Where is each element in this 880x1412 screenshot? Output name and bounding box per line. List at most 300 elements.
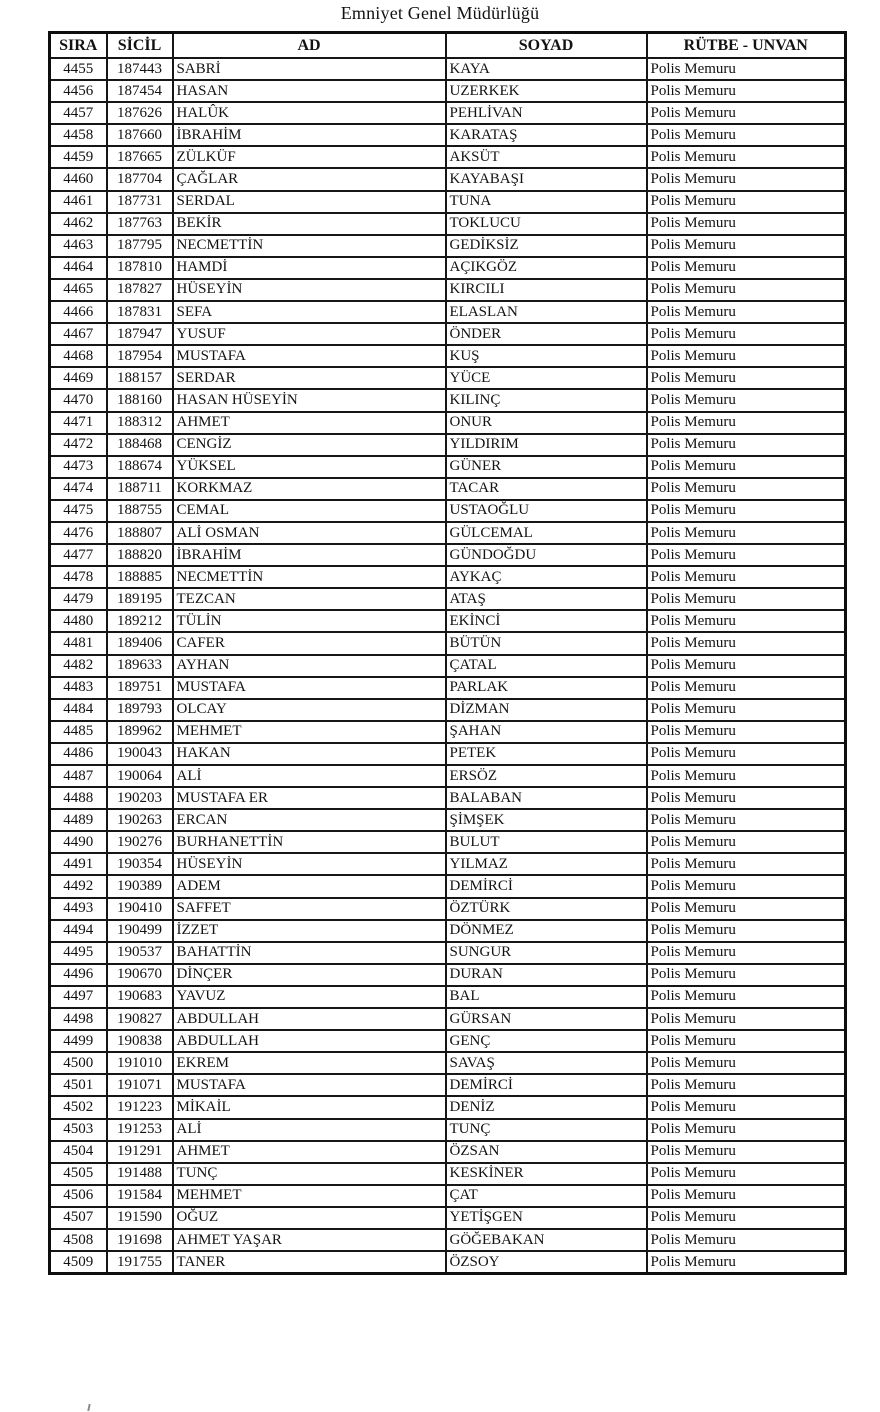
cell-rutbe: Polis Memuru [647,1074,846,1096]
cell-sira: 4506 [50,1185,107,1207]
cell-rutbe: Polis Memuru [647,1096,846,1118]
cell-ad: YÜKSEL [173,456,446,478]
cell-rutbe: Polis Memuru [647,632,846,654]
cell-sicil: 191755 [107,1251,173,1274]
cell-sicil: 189633 [107,655,173,677]
cell-sira: 4488 [50,787,107,809]
cell-soyad: ÖNDER [446,323,647,345]
cell-sicil: 187831 [107,301,173,323]
header-sicil: SİCİL [107,33,173,59]
cell-sira: 4483 [50,677,107,699]
cell-sicil: 190670 [107,964,173,986]
cell-soyad: DEMİRCİ [446,1074,647,1096]
cell-rutbe: Polis Memuru [647,367,846,389]
table-row [50,853,846,875]
cell-ad: SERDAL [173,191,446,213]
page-title: Emniyet Genel Müdürlüğü [340,3,540,23]
cell-rutbe: Polis Memuru [647,146,846,168]
cell-sicil: 188674 [107,456,173,478]
cell-sicil: 190838 [107,1030,173,1052]
cell-sicil: 191584 [107,1185,173,1207]
cell-sira: 4495 [50,942,107,964]
table-row [50,1163,846,1185]
cell-soyad: AÇIKGÖZ [446,257,647,279]
cell-soyad: PARLAK [446,677,647,699]
cell-ad: HAKAN [173,743,446,765]
cell-soyad: DURAN [446,964,647,986]
table-row [50,80,846,102]
cell-sira: 4502 [50,1096,107,1118]
cell-sicil: 188160 [107,389,173,411]
cell-rutbe: Polis Memuru [647,875,846,897]
cell-sira: 4486 [50,743,107,765]
cell-rutbe: Polis Memuru [647,1251,846,1274]
header-soyad: SOYAD [446,33,647,59]
cell-soyad: GÖĞEBAKAN [446,1229,647,1251]
cell-soyad: GÜLCEMAL [446,522,647,544]
cell-ad: MEHMET [173,721,446,743]
table-row [50,588,846,610]
table-row [50,787,846,809]
cell-sira: 4459 [50,146,107,168]
table-row [50,58,846,80]
cell-rutbe: Polis Memuru [647,323,846,345]
cell-sicil: 189793 [107,699,173,721]
table-row [50,1251,846,1274]
cell-ad: NECMETTİN [173,566,446,588]
table-row [50,168,846,190]
scan-artifact [87,1404,90,1411]
cell-soyad: AYKAÇ [446,566,647,588]
cell-ad: ERCAN [173,809,446,831]
table-row [50,412,846,434]
cell-soyad: ERSÖZ [446,765,647,787]
cell-ad: YUSUF [173,323,446,345]
cell-soyad: PETEK [446,743,647,765]
cell-rutbe: Polis Memuru [647,544,846,566]
table-row [50,875,846,897]
cell-ad: ALİ OSMAN [173,522,446,544]
cell-sira: 4482 [50,655,107,677]
cell-soyad: DÖNMEZ [446,920,647,942]
table-row [50,765,846,787]
cell-sicil: 188157 [107,367,173,389]
cell-soyad: USTAOĞLU [446,500,647,522]
cell-sicil: 188755 [107,500,173,522]
cell-soyad: KILINÇ [446,389,647,411]
cell-ad: CEMAL [173,500,446,522]
cell-sira: 4499 [50,1030,107,1052]
cell-sira: 4475 [50,500,107,522]
cell-ad: AHMET YAŞAR [173,1229,446,1251]
cell-rutbe: Polis Memuru [647,809,846,831]
cell-soyad: BALABAN [446,787,647,809]
table-row [50,257,846,279]
cell-ad: HAMDİ [173,257,446,279]
table-row [50,323,846,345]
cell-sicil: 190683 [107,986,173,1008]
cell-sira: 4489 [50,809,107,831]
cell-rutbe: Polis Memuru [647,1052,846,1074]
cell-soyad: EKİNCİ [446,610,647,632]
cell-sicil: 187954 [107,345,173,367]
cell-sira: 4481 [50,632,107,654]
cell-sira: 4487 [50,765,107,787]
cell-rutbe: Polis Memuru [647,588,846,610]
cell-ad: HÜSEYİN [173,853,446,875]
cell-sira: 4505 [50,1163,107,1185]
cell-soyad: ÖZSOY [446,1251,647,1274]
cell-rutbe: Polis Memuru [647,301,846,323]
table-row [50,102,846,124]
cell-sicil: 187660 [107,124,173,146]
cell-sicil: 190354 [107,853,173,875]
cell-rutbe: Polis Memuru [647,765,846,787]
cell-sira: 4474 [50,478,107,500]
cell-ad: HALÛK [173,102,446,124]
header-row [50,33,846,59]
header-sira: SIRA [50,33,107,59]
cell-soyad: BAL [446,986,647,1008]
cell-sicil: 187454 [107,80,173,102]
table-row [50,1052,846,1074]
cell-ad: SEFA [173,301,446,323]
cell-rutbe: Polis Memuru [647,1207,846,1229]
cell-sicil: 187795 [107,235,173,257]
cell-sicil: 187704 [107,168,173,190]
cell-sicil: 191010 [107,1052,173,1074]
cell-soyad: ÇATAL [446,655,647,677]
table-row [50,345,846,367]
cell-sira: 4493 [50,898,107,920]
cell-sira: 4479 [50,588,107,610]
cell-sicil: 189195 [107,588,173,610]
cell-rutbe: Polis Memuru [647,1163,846,1185]
cell-rutbe: Polis Memuru [647,1030,846,1052]
cell-rutbe: Polis Memuru [647,456,846,478]
table-row [50,1207,846,1229]
cell-rutbe: Polis Memuru [647,478,846,500]
cell-rutbe: Polis Memuru [647,787,846,809]
cell-sicil: 187626 [107,102,173,124]
cell-sira: 4472 [50,434,107,456]
table-row [50,610,846,632]
cell-rutbe: Polis Memuru [647,566,846,588]
cell-sicil: 187947 [107,323,173,345]
cell-sicil: 191291 [107,1141,173,1163]
cell-rutbe: Polis Memuru [647,1185,846,1207]
cell-soyad: ŞAHAN [446,721,647,743]
cell-ad: HASAN [173,80,446,102]
cell-sicil: 187665 [107,146,173,168]
cell-ad: MUSTAFA [173,1074,446,1096]
cell-sira: 4463 [50,235,107,257]
cell-sira: 4500 [50,1052,107,1074]
cell-sicil: 188711 [107,478,173,500]
cell-ad: TÜLİN [173,610,446,632]
cell-sira: 4476 [50,522,107,544]
cell-rutbe: Polis Memuru [647,655,846,677]
cell-ad: MEHMET [173,1185,446,1207]
cell-sira: 4509 [50,1251,107,1274]
cell-sira: 4490 [50,831,107,853]
cell-ad: HÜSEYİN [173,279,446,301]
cell-sira: 4465 [50,279,107,301]
table-row [50,301,846,323]
cell-ad: ALİ [173,765,446,787]
table-row [50,434,846,456]
table-row [50,367,846,389]
cell-rutbe: Polis Memuru [647,699,846,721]
table-row [50,743,846,765]
cell-rutbe: Polis Memuru [647,191,846,213]
cell-sira: 4473 [50,456,107,478]
cell-ad: ADEM [173,875,446,897]
cell-soyad: ATAŞ [446,588,647,610]
table-row [50,146,846,168]
cell-sira: 4480 [50,610,107,632]
cell-sira: 4457 [50,102,107,124]
table-header [50,33,846,59]
table-row [50,500,846,522]
table-row [50,721,846,743]
cell-soyad: GÜRSAN [446,1008,647,1030]
cell-ad: MUSTAFA [173,345,446,367]
cell-sira: 4496 [50,964,107,986]
cell-sicil: 190043 [107,743,173,765]
cell-rutbe: Polis Memuru [647,942,846,964]
cell-ad: OLCAY [173,699,446,721]
cell-sira: 4461 [50,191,107,213]
table-row [50,809,846,831]
cell-sicil: 188312 [107,412,173,434]
cell-sicil: 190827 [107,1008,173,1030]
cell-rutbe: Polis Memuru [647,1008,846,1030]
cell-sicil: 188885 [107,566,173,588]
cell-rutbe: Polis Memuru [647,1229,846,1251]
cell-sira: 4468 [50,345,107,367]
cell-ad: DİNÇER [173,964,446,986]
cell-sicil: 188820 [107,544,173,566]
cell-rutbe: Polis Memuru [647,389,846,411]
cell-rutbe: Polis Memuru [647,920,846,942]
cell-rutbe: Polis Memuru [647,522,846,544]
cell-sira: 4458 [50,124,107,146]
header-ad: AD [173,33,446,59]
cell-sira: 4460 [50,168,107,190]
cell-sira: 4466 [50,301,107,323]
cell-rutbe: Polis Memuru [647,898,846,920]
table-row [50,279,846,301]
table-row [50,566,846,588]
cell-sira: 4504 [50,1141,107,1163]
cell-sicil: 189406 [107,632,173,654]
table-row [50,1185,846,1207]
personnel-table [48,31,847,1275]
table-row [50,920,846,942]
cell-ad: TANER [173,1251,446,1274]
cell-soyad: ONUR [446,412,647,434]
cell-sira: 4497 [50,986,107,1008]
cell-sira: 4478 [50,566,107,588]
cell-soyad: BÜTÜN [446,632,647,654]
cell-ad: CAFER [173,632,446,654]
table-row [50,213,846,235]
cell-sicil: 189751 [107,677,173,699]
cell-ad: CENGİZ [173,434,446,456]
cell-sicil: 189212 [107,610,173,632]
table-row [50,1229,846,1251]
cell-sira: 4477 [50,544,107,566]
cell-sira: 4498 [50,1008,107,1030]
cell-ad: BAHATTİN [173,942,446,964]
cell-ad: TEZCAN [173,588,446,610]
cell-rutbe: Polis Memuru [647,853,846,875]
table-row [50,1141,846,1163]
cell-ad: SERDAR [173,367,446,389]
cell-rutbe: Polis Memuru [647,102,846,124]
cell-rutbe: Polis Memuru [647,412,846,434]
cell-soyad: KUŞ [446,345,647,367]
cell-ad: SABRİ [173,58,446,80]
cell-ad: SAFFET [173,898,446,920]
cell-rutbe: Polis Memuru [647,213,846,235]
cell-sira: 4469 [50,367,107,389]
cell-sicil: 190064 [107,765,173,787]
cell-sicil: 191223 [107,1096,173,1118]
cell-sira: 4462 [50,213,107,235]
table-row [50,1096,846,1118]
table-row [50,456,846,478]
cell-rutbe: Polis Memuru [647,1141,846,1163]
cell-soyad: ÇAT [446,1185,647,1207]
cell-soyad: YÜCE [446,367,647,389]
cell-ad: TUNÇ [173,1163,446,1185]
cell-sicil: 187731 [107,191,173,213]
cell-sira: 4456 [50,80,107,102]
table-body [50,58,846,1274]
cell-ad: BURHANETTİN [173,831,446,853]
cell-rutbe: Polis Memuru [647,345,846,367]
cell-soyad: KIRCILI [446,279,647,301]
table-row [50,389,846,411]
cell-sira: 4464 [50,257,107,279]
cell-sicil: 189962 [107,721,173,743]
cell-rutbe: Polis Memuru [647,434,846,456]
cell-rutbe: Polis Memuru [647,743,846,765]
cell-ad: İZZET [173,920,446,942]
cell-soyad: YILMAZ [446,853,647,875]
cell-soyad: KAYABAŞI [446,168,647,190]
cell-sira: 4484 [50,699,107,721]
cell-ad: HASAN HÜSEYİN [173,389,446,411]
cell-soyad: DENİZ [446,1096,647,1118]
cell-rutbe: Polis Memuru [647,1119,846,1141]
cell-soyad: GÜNER [446,456,647,478]
cell-soyad: TUNÇ [446,1119,647,1141]
cell-sicil: 191488 [107,1163,173,1185]
cell-ad: NECMETTİN [173,235,446,257]
cell-soyad: ŞİMŞEK [446,809,647,831]
cell-ad: AYHAN [173,655,446,677]
cell-sicil: 190410 [107,898,173,920]
table-row [50,522,846,544]
cell-rutbe: Polis Memuru [647,80,846,102]
cell-soyad: AKSÜT [446,146,647,168]
table-row [50,1074,846,1096]
cell-ad: MUSTAFA ER [173,787,446,809]
cell-rutbe: Polis Memuru [647,610,846,632]
cell-sira: 4455 [50,58,107,80]
cell-sira: 4470 [50,389,107,411]
cell-sicil: 187443 [107,58,173,80]
cell-sira: 4492 [50,875,107,897]
cell-rutbe: Polis Memuru [647,124,846,146]
table-row [50,964,846,986]
cell-ad: AHMET [173,412,446,434]
table-row [50,1119,846,1141]
header-rutbe: RÜTBE - UNVAN [647,33,846,59]
cell-ad: İBRAHİM [173,544,446,566]
cell-sira: 4485 [50,721,107,743]
cell-ad: BEKİR [173,213,446,235]
cell-ad: AHMET [173,1141,446,1163]
cell-soyad: DİZMAN [446,699,647,721]
cell-rutbe: Polis Memuru [647,500,846,522]
cell-sicil: 190537 [107,942,173,964]
cell-ad: İBRAHİM [173,124,446,146]
cell-soyad: YETİŞGEN [446,1207,647,1229]
cell-soyad: SUNGUR [446,942,647,964]
table-row [50,124,846,146]
cell-rutbe: Polis Memuru [647,831,846,853]
table-row [50,677,846,699]
cell-soyad: KARATAŞ [446,124,647,146]
cell-sira: 4508 [50,1229,107,1251]
table-row [50,1030,846,1052]
cell-soyad: TUNA [446,191,647,213]
cell-rutbe: Polis Memuru [647,964,846,986]
cell-sira: 4503 [50,1119,107,1141]
cell-soyad: DEMİRCİ [446,875,647,897]
cell-soyad: UZERKEK [446,80,647,102]
cell-soyad: BULUT [446,831,647,853]
table-row [50,544,846,566]
cell-ad: OĞUZ [173,1207,446,1229]
cell-sira: 4467 [50,323,107,345]
cell-soyad: ELASLAN [446,301,647,323]
cell-sicil: 188468 [107,434,173,456]
cell-soyad: YILDIRIM [446,434,647,456]
cell-sicil: 191590 [107,1207,173,1229]
cell-rutbe: Polis Memuru [647,721,846,743]
table-row [50,1008,846,1030]
cell-ad: ZÜLKÜF [173,146,446,168]
cell-ad: EKREM [173,1052,446,1074]
cell-ad: KORKMAZ [173,478,446,500]
cell-soyad: TACAR [446,478,647,500]
cell-sicil: 190203 [107,787,173,809]
cell-sicil: 187763 [107,213,173,235]
cell-ad: ABDULLAH [173,1008,446,1030]
cell-sira: 4491 [50,853,107,875]
cell-sicil: 188807 [107,522,173,544]
cell-sicil: 187827 [107,279,173,301]
cell-sicil: 190276 [107,831,173,853]
table-row [50,699,846,721]
cell-soyad: GEDİKSİZ [446,235,647,257]
cell-soyad: TOKLUCU [446,213,647,235]
